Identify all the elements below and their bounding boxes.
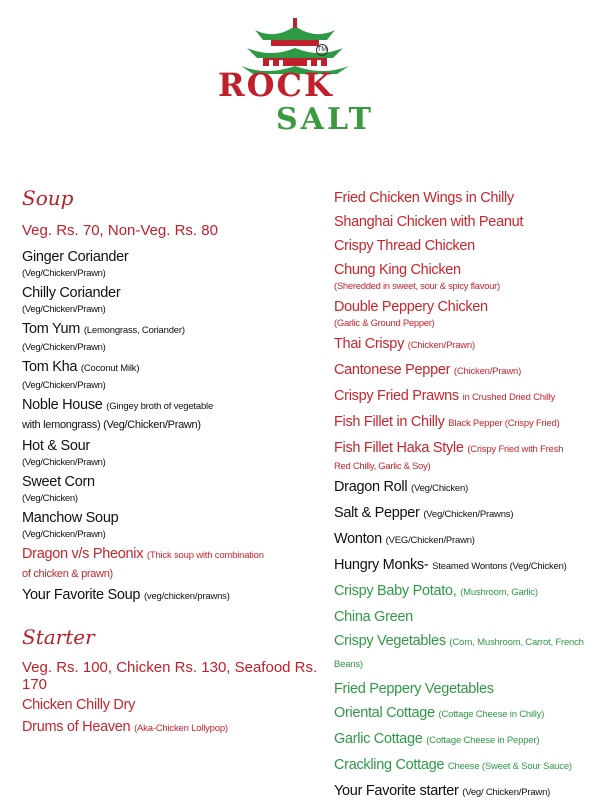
menu-item-name: Wonton bbox=[334, 531, 382, 547]
menu-item bbox=[334, 679, 596, 699]
menu-item-name: Sweet Corn bbox=[22, 474, 95, 490]
menu-item-name: Manchow Soup bbox=[22, 510, 119, 526]
menu-item bbox=[22, 717, 322, 739]
menu-item-note: in Crushed Dried Chilly bbox=[462, 392, 556, 403]
menu-item bbox=[334, 438, 596, 473]
starter-right-list bbox=[334, 188, 596, 803]
menu-item-name: Dragon v/s Pheonix bbox=[22, 546, 144, 562]
menu-item bbox=[334, 188, 596, 208]
menu-item-name: Chilly Coriander bbox=[22, 285, 121, 301]
menu-item bbox=[334, 755, 596, 777]
menu-item-name: Your Favorite starter bbox=[334, 783, 459, 799]
menu-item bbox=[22, 283, 322, 316]
menu-item-name: Salt & Pepper bbox=[334, 505, 420, 521]
menu-item-sub: (Veg/Chicken/Prawn) bbox=[22, 529, 106, 540]
starter-price: Veg. Rs. 100, Chicken Rs. 130, Seafood Rs. 170 bbox=[22, 659, 318, 693]
menu-item-sub: Red Chilly, Garlic & Soy) bbox=[334, 461, 431, 472]
menu-item-note: (Aka-Chicken Lollypop) bbox=[134, 723, 228, 734]
menu-item-name: Fried Chicken Wings in Chilly bbox=[334, 190, 514, 206]
starter-heading: Starter bbox=[22, 625, 95, 649]
menu-item-note: (Veg/Chicken) bbox=[411, 483, 469, 494]
menu-item-name: Garlic Cottage bbox=[334, 731, 423, 747]
menu-item bbox=[334, 212, 596, 232]
menu-item-name: Ginger Coriander bbox=[22, 249, 129, 265]
menu-item-note: (Thick soup with combination bbox=[146, 550, 264, 561]
menu-item-name: Crispy Baby Potato, bbox=[334, 583, 457, 599]
menu-item bbox=[22, 472, 322, 505]
menu-item bbox=[22, 508, 322, 541]
menu-item-note: (Cottage Cheese in Chilly) bbox=[438, 709, 545, 720]
menu-item-name: Cantonese Pepper bbox=[334, 362, 451, 378]
menu-item bbox=[334, 581, 596, 603]
menu-item bbox=[22, 544, 322, 582]
menu-item-name: Fried Peppery Vegetables bbox=[334, 681, 494, 697]
menu-item bbox=[22, 436, 322, 469]
menu-item-note: (Chicken/Prawn) bbox=[407, 340, 475, 351]
menu-item bbox=[334, 607, 596, 627]
menu-item bbox=[22, 395, 322, 433]
menu-item-name: Dragon Roll bbox=[334, 479, 408, 495]
menu-item-sub: (Veg/Chicken/Prawn) bbox=[22, 380, 106, 391]
menu-item-name: Thai Crispy bbox=[334, 336, 405, 352]
menu-item bbox=[22, 695, 322, 715]
menu-item-name: Drums of Heaven bbox=[22, 719, 131, 735]
menu-item bbox=[334, 386, 596, 408]
menu-item bbox=[334, 529, 596, 551]
menu-item bbox=[22, 319, 322, 354]
menu-item bbox=[22, 357, 322, 392]
trademark-badge: TM bbox=[316, 44, 328, 56]
menu-item-name: Tom Yum bbox=[22, 321, 81, 337]
menu-item-sub: of chicken & prawn) bbox=[22, 568, 113, 580]
menu-item-name: Your Favorite Soup bbox=[22, 587, 141, 603]
menu-item bbox=[334, 503, 596, 525]
menu-item-note: Steamed Wontons (Veg/Chicken) bbox=[432, 561, 567, 572]
menu-item-name: Crispy Thread Chicken bbox=[334, 238, 475, 254]
menu-item bbox=[334, 297, 596, 330]
menu-item-sub: (Sheredded in sweet, sour & spicy flavour) bbox=[334, 281, 500, 292]
menu-item-note: (Mushroom, Garlic) bbox=[460, 587, 538, 598]
brand-name-top: ROCK bbox=[218, 66, 334, 104]
menu-item-note: (VEG/Chicken/Prawn) bbox=[385, 535, 475, 546]
menu-item-note: (Gingey broth of vegetable bbox=[106, 401, 214, 412]
menu-item-note: (Veg/Chicken/Prawns) bbox=[423, 509, 514, 520]
menu-item-note: (Corn, Mushroom, Carrot, French Beans) bbox=[334, 637, 584, 670]
menu-item bbox=[334, 555, 596, 577]
menu-item-name: Fish Fillet Haka Style bbox=[334, 440, 464, 456]
menu-item-note: (veg/chicken/prawns) bbox=[143, 591, 230, 602]
menu-item-name: Noble House bbox=[22, 397, 103, 413]
menu-item-name: Chicken Chilly Dry bbox=[22, 697, 136, 713]
menu-item-name: China Green bbox=[334, 609, 413, 625]
menu-item bbox=[334, 703, 596, 725]
menu-item-sub: (Veg/Chicken) bbox=[22, 493, 78, 504]
menu-item bbox=[334, 260, 596, 293]
menu-item-name: Hungry Monks- bbox=[334, 557, 429, 573]
menu-item-name: Hot & Sour bbox=[22, 438, 90, 454]
menu-item-note: Black Pepper (Crispy Fried) bbox=[448, 418, 560, 429]
menu-item bbox=[334, 236, 596, 256]
menu-item-name: Crispy Vegetables bbox=[334, 633, 446, 649]
soup-heading: Soup bbox=[22, 186, 74, 210]
menu-item-note: (Crispy Fried with Fresh bbox=[467, 444, 564, 455]
left-column bbox=[22, 186, 322, 739]
menu-item-name: Crispy Fried Prawns bbox=[334, 388, 459, 404]
menu-item-name: Shanghai Chicken with Peanut bbox=[334, 214, 524, 230]
menu-item bbox=[334, 477, 596, 499]
menu-item-sub: (Garlic & Ground Pepper) bbox=[334, 318, 435, 329]
menu-item bbox=[22, 585, 322, 607]
menu-item bbox=[334, 360, 596, 382]
soup-price: Veg. Rs. 70, Non-Veg. Rs. 80 bbox=[22, 222, 218, 239]
menu-item-name: Chung King Chicken bbox=[334, 262, 461, 278]
menu-item-note: Cheese (Sweet & Sour Sauce) bbox=[447, 761, 572, 772]
menu-item-sub: (Veg/Chicken/Prawn) bbox=[22, 268, 106, 279]
right-column bbox=[334, 188, 596, 803]
menu-item bbox=[334, 412, 596, 434]
menu-item-name: Double Peppery Chicken bbox=[334, 299, 488, 315]
menu-item bbox=[22, 247, 322, 280]
menu-item-note: (Veg/ Chicken/Prawn) bbox=[462, 787, 551, 798]
menu-item bbox=[334, 334, 596, 356]
menu-item-name: Tom Kha bbox=[22, 359, 78, 375]
soup-list bbox=[22, 247, 322, 607]
menu-item-note: (Coconut Milk) bbox=[80, 363, 140, 374]
menu-item-sub: with lemongrass) (Veg/Chicken/Prawn) bbox=[22, 419, 201, 431]
menu-item bbox=[334, 631, 596, 675]
menu-item-sub: (Veg/Chicken/Prawn) bbox=[22, 457, 106, 468]
menu-item-name: Crackling Cottage bbox=[334, 757, 445, 773]
menu-item bbox=[334, 729, 596, 751]
menu-item-sub: (Veg/Chicken/Prawn) bbox=[22, 342, 106, 353]
menu-item-note: (Lemongrass, Coriander) bbox=[83, 325, 185, 336]
menu-item-note: (Chicken/Prawn) bbox=[453, 366, 522, 377]
menu-item-name: Fish Fillet in Chilly bbox=[334, 414, 445, 430]
starter-left-list bbox=[22, 695, 322, 739]
brand-name-bottom: SALT bbox=[276, 102, 374, 137]
menu-item-name: Oriental Cottage bbox=[334, 705, 435, 721]
menu-item-note: (Cottage Cheese in Pepper) bbox=[426, 735, 540, 746]
menu-item-sub: (Veg/Chicken/Prawn) bbox=[22, 304, 106, 315]
